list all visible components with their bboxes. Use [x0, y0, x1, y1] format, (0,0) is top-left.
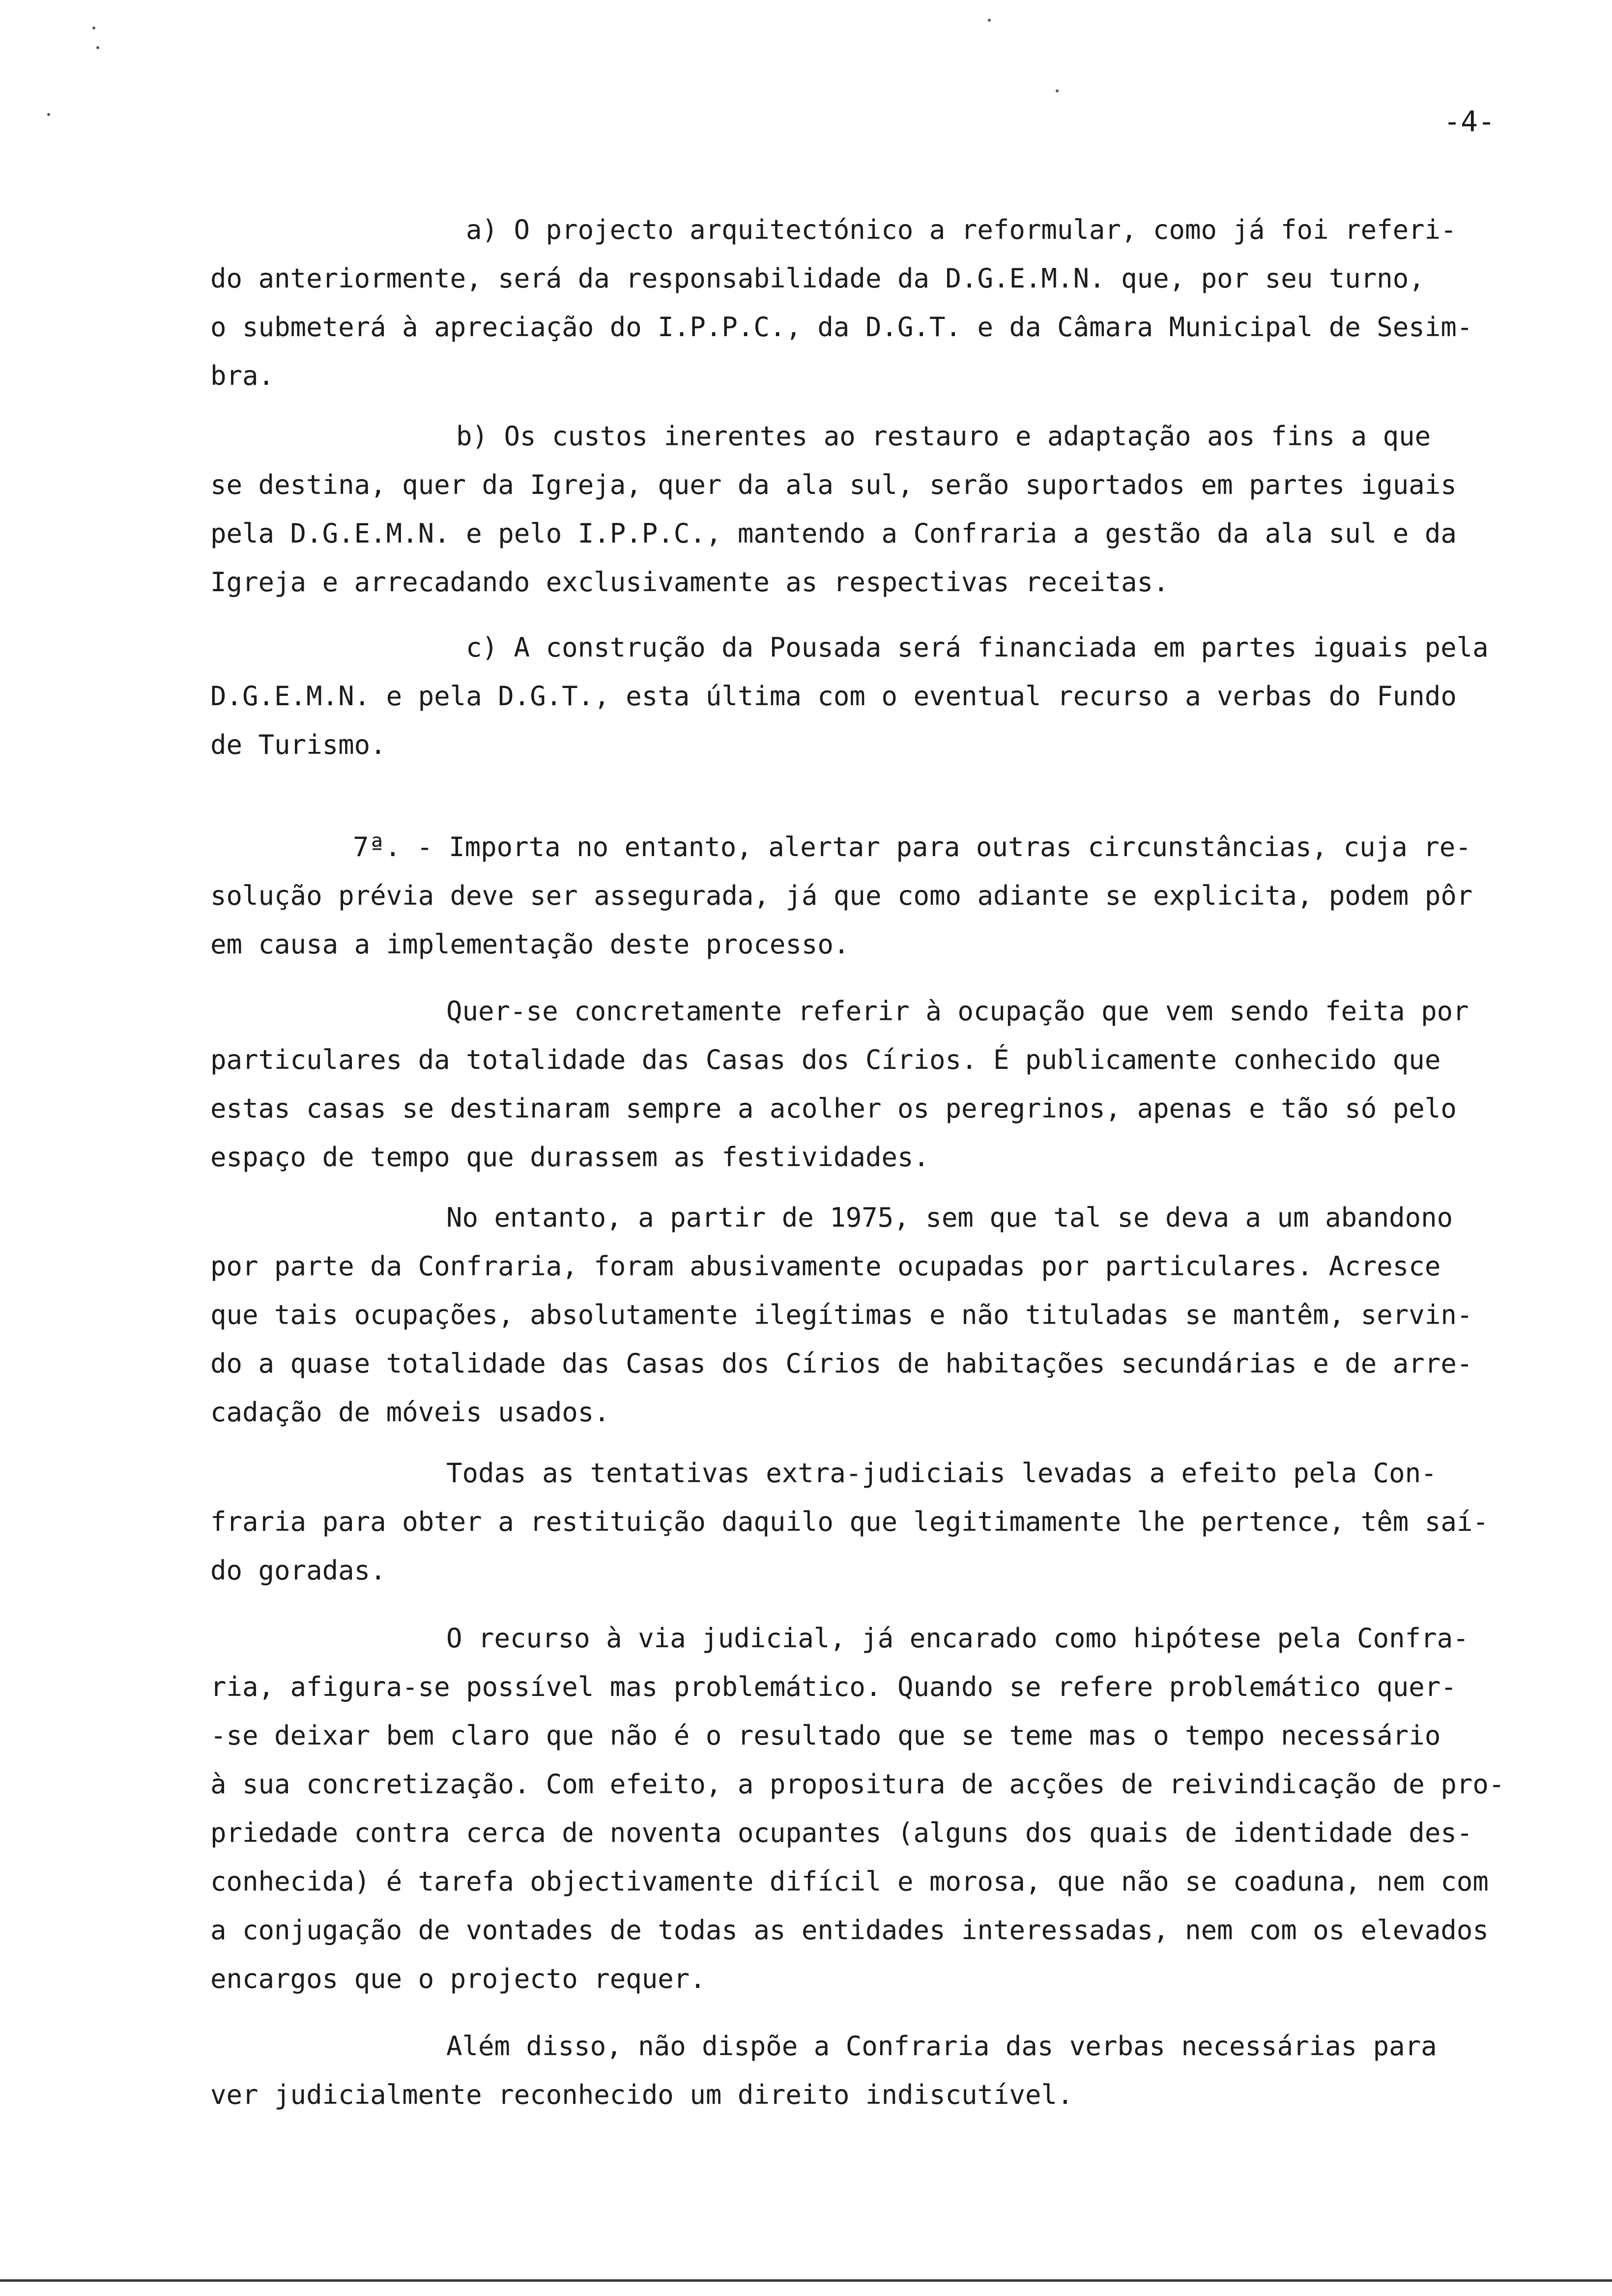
- text-line: Além disso, não dispõe a Confraria das verbas necessárias para: [446, 2031, 1437, 2062]
- text-line: ver judicialmente reconhecido um direito indiscutível.: [210, 2079, 1073, 2110]
- scan-speck: [1056, 89, 1059, 92]
- text-line: D.G.E.M.N. e pela D.G.T., esta última com o eventual recurso a verbas do Fundo: [210, 681, 1457, 712]
- item-b-paragraph: [210, 412, 1537, 606]
- text-line: cadação de móveis usados.: [210, 1397, 610, 1428]
- verbas-paragraph: [210, 2022, 1537, 2119]
- text-line: o submeterá à apreciação do I.P.P.C., da D.G.T. e da Câmara Municipal de Sesim-: [210, 312, 1473, 343]
- scan-speck: [47, 113, 50, 116]
- text-line: b) Os custos inerentes ao restauro e adaptação aos fins a que: [456, 421, 1431, 452]
- text-line: particulares da totalidade das Casas dos Círios. É publicamente conhecido que: [210, 1044, 1441, 1075]
- 1975-paragraph: [210, 1193, 1537, 1436]
- text-line: priedade contra cerca de noventa ocupantes (alguns dos quais de identidade des-: [210, 1817, 1473, 1848]
- casas-paragraph: [210, 987, 1537, 1181]
- text-line: Todas as tentativas extra-judiciais levadas a efeito pela Con-: [446, 1458, 1437, 1489]
- text-line: bra.: [210, 360, 275, 391]
- text-line: 7ª. - Importa no entanto, alertar para outras circunstâncias, cuja re-: [353, 832, 1471, 862]
- scan-speck: [96, 46, 99, 49]
- text-line: pela D.G.E.M.N. e pelo I.P.P.C., mantendo a Confraria a gestão da ala sul e da: [210, 518, 1457, 549]
- text-line: espaço de tempo que durassem as festividades.: [210, 1142, 929, 1173]
- text-line: que tais ocupações, absolutamente ilegítimas e não tituladas se mantêm, servin-: [210, 1299, 1473, 1330]
- text-line: fraria para obter a restituição daquilo que legitimamente lhe pertence, têm saí-: [210, 1506, 1489, 1537]
- text-line: -se deixar bem claro que não é o resultado que se teme mas o tempo necessário: [210, 1720, 1441, 1751]
- text-line: se destina, quer da Igreja, quer da ala sul, serão suportados em partes iguais: [210, 469, 1457, 500]
- text-line: a) O projecto arquitectónico a reformular, como já foi referi-: [466, 214, 1457, 245]
- text-line: No entanto, a partir de 1975, sem que tal se deva a um abandono: [446, 1202, 1453, 1233]
- text-line: solução prévia deve ser assegurada, já que como adiante se explicita, podem pôr: [210, 880, 1473, 911]
- text-line: do goradas.: [210, 1555, 386, 1586]
- text-line: estas casas se destinaram sempre a acolher os peregrinos, apenas e tão só pelo: [210, 1093, 1457, 1124]
- scan-speck: [92, 27, 95, 29]
- page-number: -4-: [1443, 105, 1495, 138]
- text-line: do anteriormente, será da responsabilidade da D.G.E.M.N. que, por seu turno,: [210, 263, 1425, 294]
- text-line: do a quase totalidade das Casas dos Círios de habitações secundárias e de arre-: [210, 1348, 1473, 1379]
- text-line: c) A construção da Pousada será financiada em partes iguais pela: [466, 632, 1489, 663]
- text-line: O recurso à via judicial, já encarado como hipótese pela Confra-: [446, 1623, 1469, 1654]
- section-7-paragraph: [210, 823, 1537, 969]
- bottom-rule: [0, 2279, 1612, 2282]
- text-line: por parte da Confraria, foram abusivamente ocupadas por particulares. Acresce: [210, 1251, 1441, 1282]
- text-line: ria, afigura-se possível mas problemático. Quando se refere problemático quer-: [210, 1671, 1457, 1702]
- text-line: Quer-se concretamente referir à ocupação que vem sendo feita por: [446, 996, 1469, 1027]
- text-line: à sua concretização. Com efeito, a propositura de acções de reivindicação de pro-: [210, 1769, 1505, 1800]
- text-line: de Turismo.: [210, 729, 386, 760]
- item-a-paragraph: [210, 205, 1537, 400]
- scan-speck: [988, 19, 991, 22]
- recurso-paragraph: [210, 1614, 1537, 2003]
- text-line: conhecida) é tarefa objectivamente difícil e morosa, que não se coaduna, nem com: [210, 1866, 1489, 1897]
- text-line: Igreja e arrecadando exclusivamente as respectivas receitas.: [210, 567, 1169, 598]
- text-line: encargos que o projecto requer.: [210, 1963, 706, 1994]
- tentativas-paragraph: [210, 1449, 1537, 1595]
- item-c-paragraph: [210, 623, 1537, 769]
- text-line: a conjugação de vontades de todas as entidades interessadas, nem com os elevados: [210, 1915, 1489, 1946]
- text-line: em causa a implementação deste processo.: [210, 929, 850, 960]
